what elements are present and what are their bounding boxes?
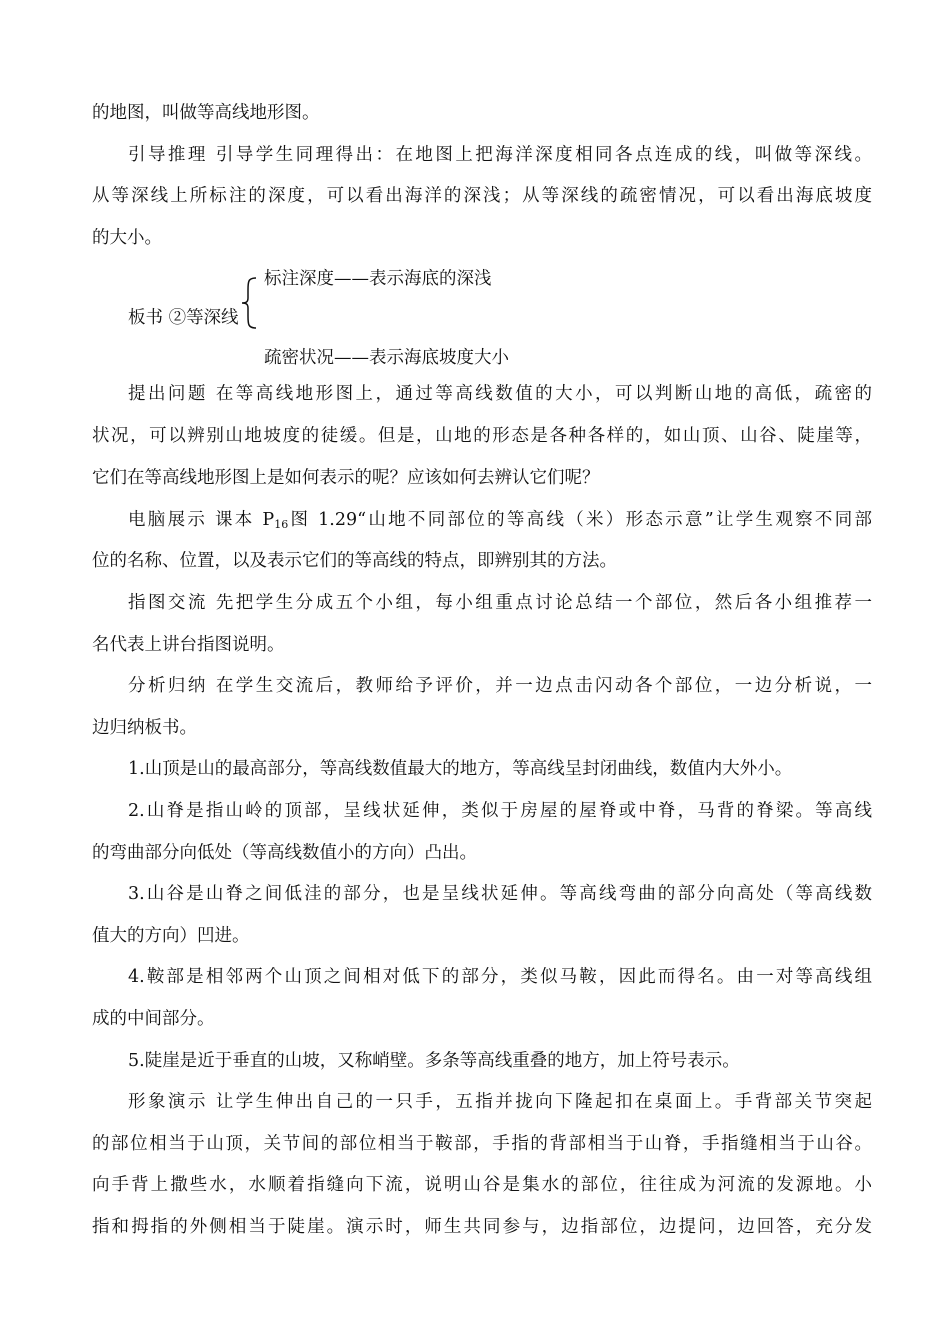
paragraph-line: 引导推理 引导学生同理得出：在地图上把海洋深度相同各点连成的线，叫做等深线。	[128, 145, 872, 165]
board-note-bottom: 疏密状况——表示海底坡度大小	[264, 348, 509, 368]
paragraph-line: 名代表上讲台指图说明。	[92, 635, 285, 655]
board-note-top: 标注深度——表示海底的深浅	[264, 269, 492, 289]
paragraph-line: 指和拇指的外侧相当于陡崖。演示时，师生共同参与，边指部位，边提问，边回答，充分发	[92, 1217, 872, 1237]
paragraph-line: 边归纳板书。	[92, 718, 197, 738]
paragraph-line: 向手背上撒些水，水顺着指缝向下流，说明山谷是集水的部位，往往成为河流的发源地。小	[92, 1175, 872, 1195]
board-note-label: 板书 ②等深线	[128, 308, 239, 328]
paragraph-line: 的大小。	[92, 228, 162, 248]
paragraph-line: 从等深线上所标注的深度，可以看出海洋的深浅；从等深线的疏密情况，可以看出海底坡度	[92, 186, 872, 206]
paragraph-line: 值大的方向）凹进。	[92, 926, 250, 946]
paragraph-line: 的地图，叫做等高线地形图。	[92, 103, 320, 123]
paragraph-line: 成的中间部分。	[92, 1009, 215, 1029]
paragraph-line: 它们在等高线地形图上是如何表示的呢？应该如何去辨认它们呢？	[92, 468, 600, 488]
text-run: 电脑展示 课本 P	[128, 510, 275, 530]
list-item: 5.陡崖是近于垂直的山坡，又称峭壁。多条等高线重叠的地方，加上符号表示。	[128, 1051, 740, 1071]
text-run: 图 1.29“山地不同部位的等高线（米）形态示意”让学生观察不同部	[288, 510, 873, 530]
page-subscript: 16	[274, 518, 289, 531]
paragraph-line: 的部位相当于山顶，关节间的部位相当于鞍部，手指的背部相当于山脊，手指缝相当于山谷。	[92, 1134, 872, 1154]
paragraph-line: 指图交流 先把学生分成五个小组，每小组重点讨论总结一个部位，然后各小组推荐一	[128, 593, 872, 613]
paragraph-line: 的弯曲部分向低处（等高线数值小的方向）凸出。	[92, 843, 477, 863]
list-item: 1.山顶是山的最高部分，等高线数值最大的地方，等高线呈封闭曲线，数值内大外小。	[128, 759, 793, 779]
paragraph-line: 状况，可以辨别山地坡度的徒缓。但是，山地的形态是各种各样的，如山顶、山谷、陡崖等，	[92, 426, 872, 446]
list-item: 4.鞍部是相邻两个山顶之间相对低下的部分，类似马鞍，因此而得名。由一对等高线组	[128, 967, 872, 987]
curly-brace-icon	[238, 276, 260, 330]
paragraph-line: 分析归纳 在学生交流后，教师给予评价，并一边点击闪动各个部位，一边分析说，一	[128, 676, 872, 696]
paragraph-line: 形象演示 让学生伸出自己的一只手，五指并拢向下隆起扣在桌面上。手背部关节突起	[128, 1092, 872, 1112]
list-item: 3.山谷是山脊之间低洼的部分，也是呈线状延伸。等高线弯曲的部分向高处（等高线数	[128, 884, 872, 904]
paragraph-line: 位的名称、位置，以及表示它们的等高线的特点，即辨别其的方法。	[92, 551, 617, 571]
paragraph-line	[128, 508, 872, 532]
list-item: 2.山脊是指山岭的顶部，呈线状延伸，类似于房屋的屋脊或中脊，马背的脊梁。等高线	[128, 801, 872, 821]
paragraph-line: 提出问题 在等高线地形图上，通过等高线数值的大小，可以判断山地的高低，疏密的	[128, 384, 872, 404]
